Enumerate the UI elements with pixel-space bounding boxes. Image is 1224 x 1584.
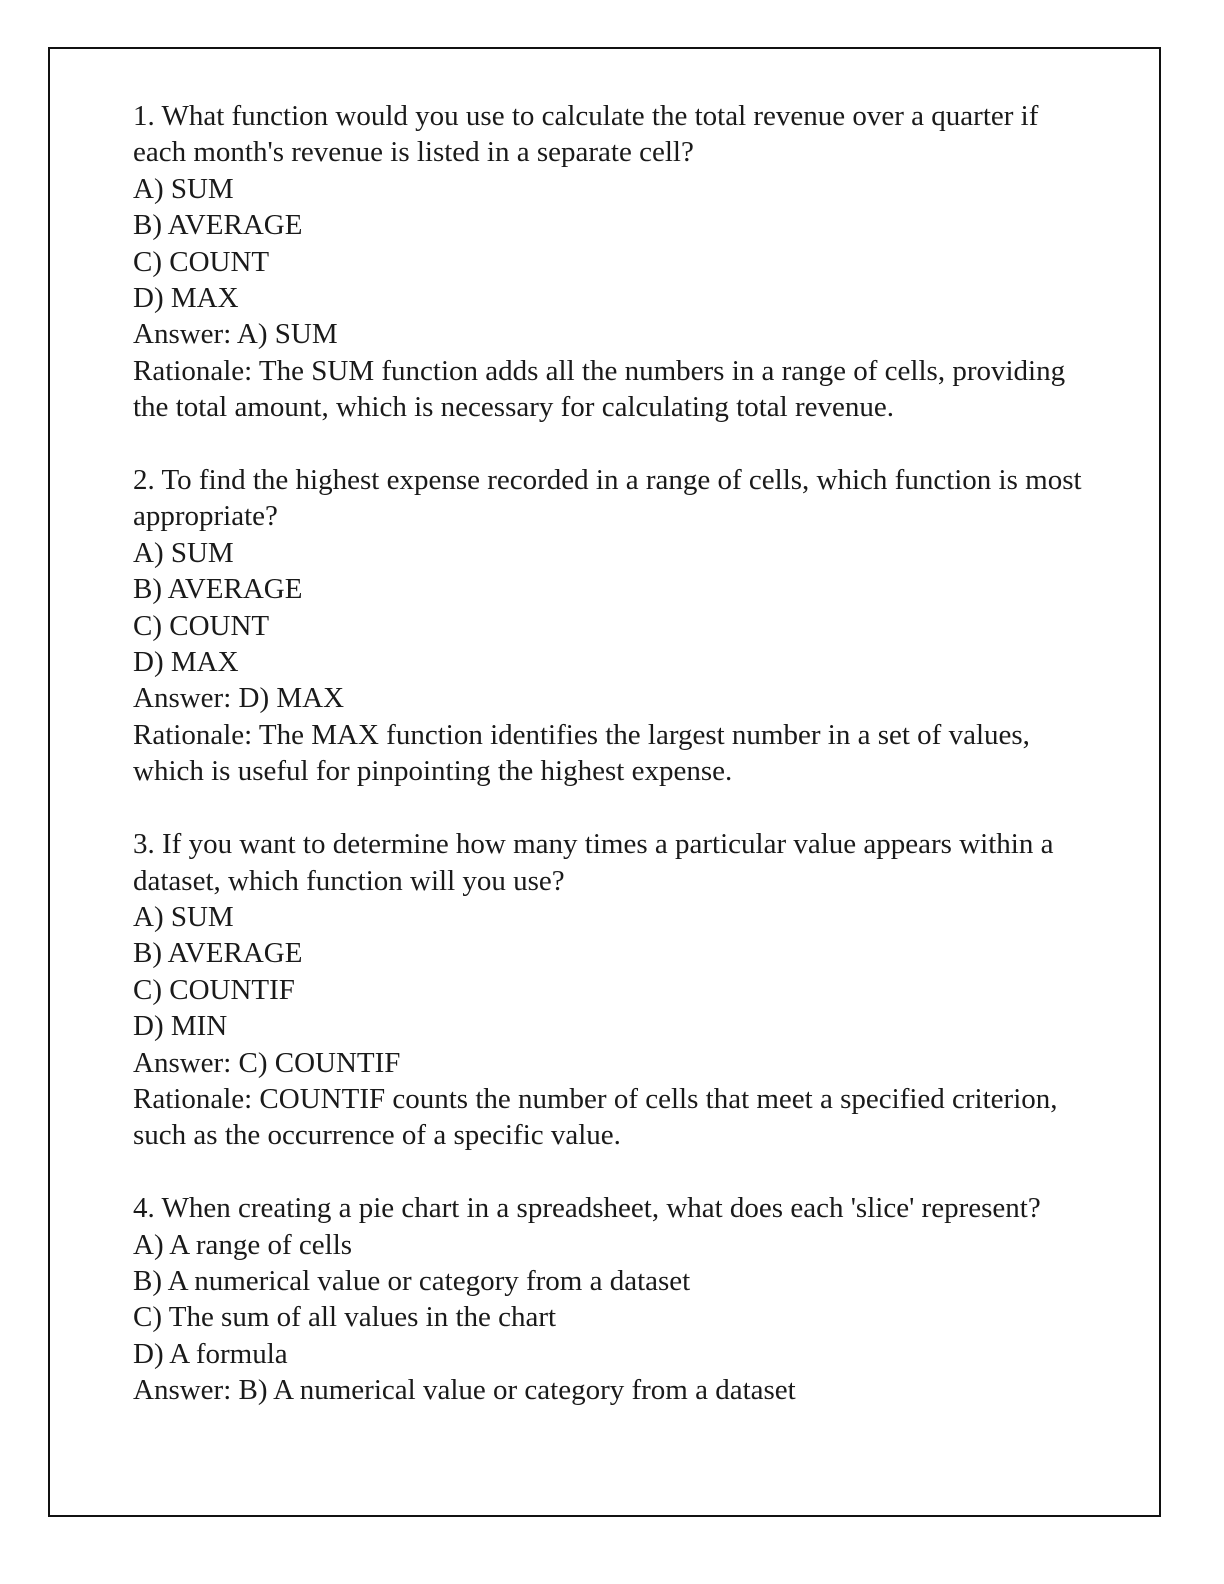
option-c: C) COUNTIF <box>133 973 295 1006</box>
question-prompt: 2. To find the highest expense recorded in a range of cells, which function is most appropriate? <box>133 464 1089 533</box>
option-a: A) SUM <box>133 536 234 569</box>
option-a: A) A range of cells <box>133 1228 353 1261</box>
question-block-4 <box>133 1190 1093 1408</box>
option-a: A) SUM <box>133 900 234 933</box>
option-b: B) AVERAGE <box>133 573 303 606</box>
option-d: D) MAX <box>133 646 239 679</box>
option-a: A) SUM <box>133 172 234 205</box>
option-c: C) The sum of all values in the chart <box>133 1301 557 1334</box>
quiz-content <box>133 98 1093 1445</box>
answer-line: Answer: B) A numerical value or category from a dataset <box>133 1374 796 1407</box>
option-c: C) COUNT <box>133 609 270 642</box>
answer-line: Answer: A) SUM <box>133 318 338 351</box>
question-block-1 <box>133 98 1093 426</box>
option-d: D) MIN <box>133 1010 228 1043</box>
question-prompt: 4. When creating a pie chart in a spreadsheet, what does each 'slice' represent? <box>133 1192 1041 1225</box>
question-prompt: 1. What function would you use to calculate the total revenue over a quarter if each month's revenue is listed in a separate cell? <box>133 100 1046 169</box>
rationale-line: Rationale: COUNTIF counts the number of cells that meet a specified criterion, such as the occurrence of a specific value. <box>133 1082 1065 1152</box>
option-d: D) A formula <box>133 1337 288 1370</box>
option-b: B) AVERAGE <box>133 209 303 242</box>
rationale-line: Rationale: The SUM function adds all the numbers in a range of cells, providing the total amount, which is necessary for calculating total revenue. <box>133 354 1073 424</box>
option-b: B) AVERAGE <box>133 937 303 970</box>
option-b: B) A numerical value or category from a dataset <box>133 1264 691 1297</box>
answer-line: Answer: C) COUNTIF <box>133 1046 401 1079</box>
answer-line: Answer: D) MAX <box>133 682 345 715</box>
question-prompt: 3. If you want to determine how many times a particular value appears within a dataset, which function will you use? <box>133 828 1061 897</box>
question-block-2 <box>133 462 1093 790</box>
rationale-line: Rationale: The MAX function identifies the largest number in a set of values, which is useful for pinpointing the highest expense. <box>133 718 1038 788</box>
question-block-3 <box>133 826 1093 1154</box>
option-d: D) MAX <box>133 282 239 315</box>
option-c: C) COUNT <box>133 245 270 278</box>
